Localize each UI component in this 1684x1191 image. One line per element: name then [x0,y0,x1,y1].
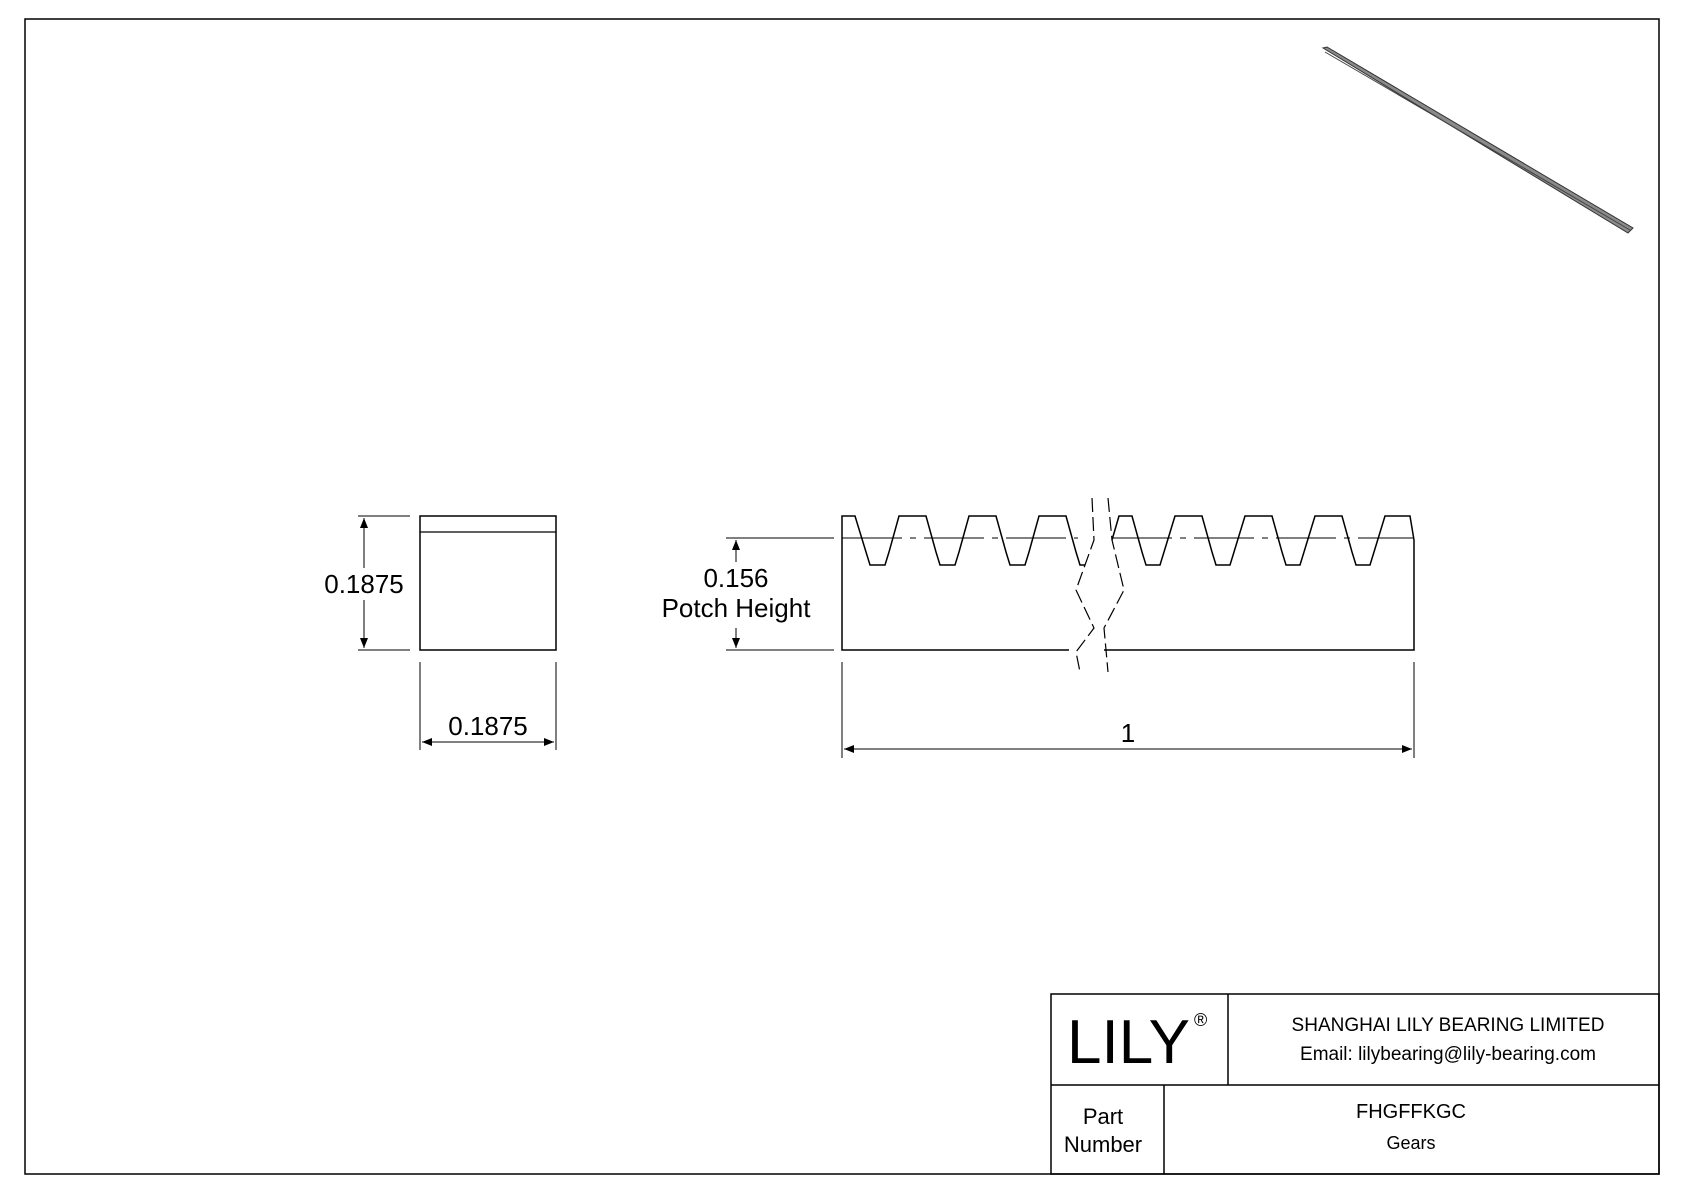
end-view-height-label: 0.1875 [324,569,404,599]
end-view-outline [420,516,556,650]
registered-mark: ® [1194,1010,1208,1030]
rack-right-profile [1104,516,1414,650]
end-view-width-label: 0.1875 [448,711,528,741]
break-line-left [1076,498,1094,672]
rack-left-profile [842,516,1085,650]
pitch-height-label: Potch Height [661,593,811,623]
break-line-right [1104,498,1124,672]
length-label: 1 [1120,718,1136,748]
company-logo: LILY [1067,1008,1190,1077]
part-label-line2: Number [1063,1132,1143,1157]
title-block [1051,994,1659,1174]
company-email: Email: lilybearing@lily-bearing.com [1300,1044,1596,1065]
part-label-line1: Part [1082,1104,1124,1129]
part-category: Gears [1386,1133,1436,1153]
end-view [318,516,556,750]
isometric-rack-view [1323,47,1633,233]
front-view [650,498,1414,758]
company-name: SHANGHAI LILY BEARING LIMITED [1291,1015,1605,1036]
pitch-height-value: 0.156 [703,563,769,593]
part-number: FHGFFKGC [1356,1101,1466,1123]
